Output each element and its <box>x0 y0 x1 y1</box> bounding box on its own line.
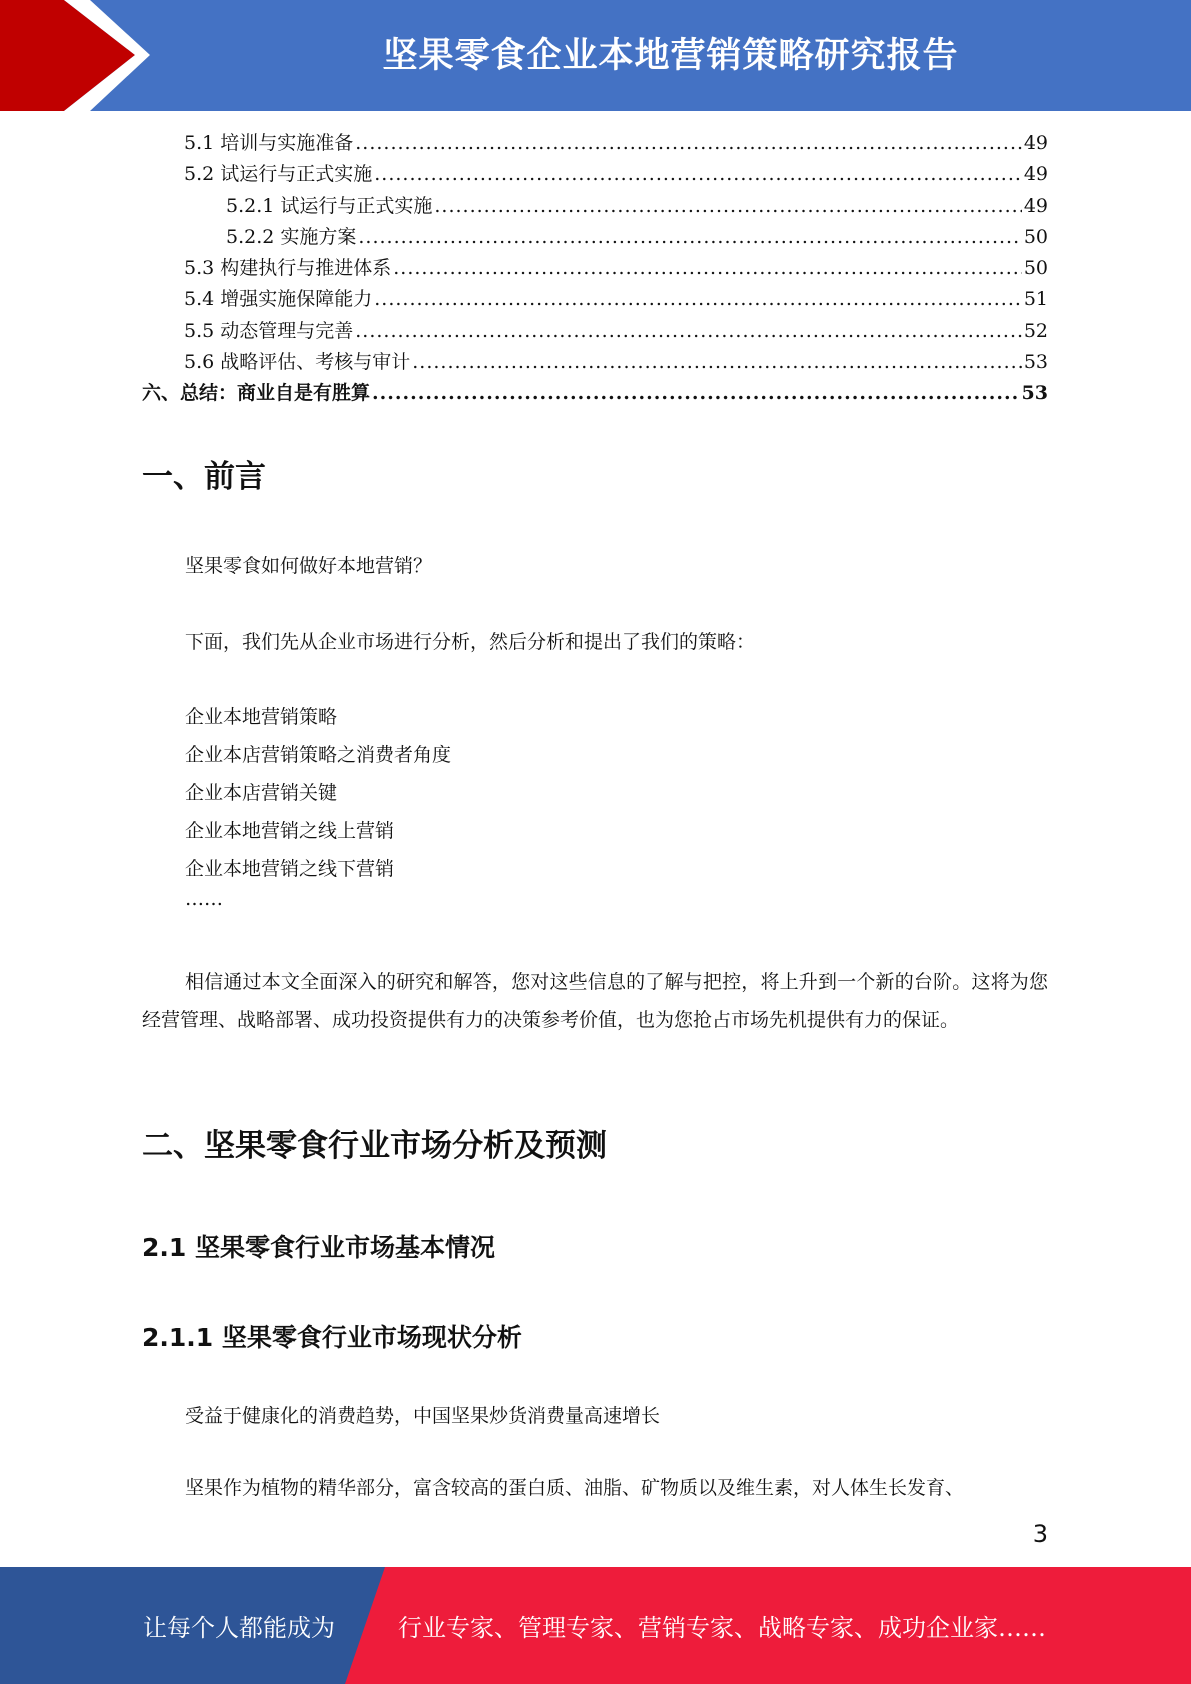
toc-entry-label: 5.2.2 实施方案 <box>226 225 357 248</box>
section-heading-market-analysis: 二、坚果零食行业市场分析及预测 <box>142 1128 607 1164</box>
toc-entry[interactable] <box>142 316 1048 347</box>
strategy-list <box>185 698 451 888</box>
page-footer <box>0 1567 1191 1684</box>
subsection-heading-basics: 2.1 坚果零食行业市场基本情况 <box>142 1233 495 1262</box>
page-header <box>0 0 1191 111</box>
footer-slogan-left: 让每个人都能成为 <box>143 1614 335 1642</box>
toc-leader-dots <box>412 351 1022 373</box>
toc-leader-dots <box>372 382 1020 404</box>
toc-entry-label: 5.3 构建执行与推进体系 <box>184 257 392 280</box>
preface-conclusion: 相信通过本文全面深入的研究和解答，您对这些信息的了解与把控，将上升到一个新的台阶。这将为您经营管理、战略部署、成功投资提供有力的决策参考价值，也为您抢占市场先机提供有力的保证。 <box>142 971 1048 1031</box>
toc-leader-dots <box>393 257 1022 279</box>
toc-entry-label: 5.4 增强实施保障能力 <box>184 288 373 311</box>
preface-intro: 下面，我们先从企业市场进行分析，然后分析和提出了我们的策略： <box>185 631 756 653</box>
toc-leader-dots <box>358 226 1021 248</box>
list-item: 企业本店营销策略之消费者角度 <box>185 744 452 766</box>
toc-entry[interactable] <box>142 128 1048 159</box>
page-number: 3 <box>1032 1520 1048 1548</box>
toc-entry[interactable] <box>142 222 1048 253</box>
toc-entry[interactable] <box>142 378 1048 409</box>
toc-entry[interactable] <box>142 253 1048 284</box>
toc-entry-page: 53 <box>1021 382 1048 405</box>
toc-entry[interactable] <box>142 284 1048 315</box>
toc-leader-dots <box>434 195 1021 217</box>
toc-entry-page: 49 <box>1023 132 1048 154</box>
header-arrow-graphic <box>0 0 160 111</box>
toc-entry-page: 53 <box>1023 351 1048 374</box>
toc-entry-page: 50 <box>1023 257 1048 280</box>
toc-entry-page: 52 <box>1023 319 1048 342</box>
footer-slogan-right: 行业专家、管理专家、营销专家、战略专家、成功企业家…… <box>398 1614 1046 1642</box>
toc-leader-dots <box>374 288 1022 310</box>
preface-question: 坚果零食如何做好本地营销？ <box>185 555 433 577</box>
toc-entry[interactable] <box>142 159 1048 190</box>
toc-entry-label: 5.2.1 试运行与正式实施 <box>226 194 433 217</box>
body-paragraph: 受益于健康化的消费趋势，中国坚果炒货消费量高速增长 <box>185 1405 661 1427</box>
list-item: 企业本地营销之线下营销 <box>185 858 395 880</box>
toc-leader-dots <box>355 132 1022 154</box>
toc-entry[interactable] <box>142 191 1048 222</box>
report-title: 坚果零食企业本地营销策略研究报告 <box>382 36 959 76</box>
list-item: 企业本地营销之线上营销 <box>185 820 395 842</box>
list-ellipsis: …… <box>185 888 223 910</box>
list-item: 企业本地营销策略 <box>185 706 338 728</box>
toc-entry-label: 5.1 培训与实施准备 <box>184 132 354 154</box>
toc-entry-label: 5.2 试运行与正式实施 <box>184 163 373 186</box>
toc-entry-page: 49 <box>1023 194 1048 217</box>
toc-entry-page: 49 <box>1023 163 1048 186</box>
toc-entry[interactable] <box>142 347 1048 378</box>
toc-leader-dots <box>374 163 1022 185</box>
section-heading-preface: 一、前言 <box>142 459 266 495</box>
toc-entry-page: 50 <box>1023 225 1048 248</box>
toc-entry-label: 5.6 战略评估、考核与审计 <box>184 351 411 374</box>
body-paragraph: 坚果作为植物的精华部分，富含较高的蛋白质、油脂、矿物质以及维生素，对人体生长发育、 <box>185 1477 965 1499</box>
table-of-contents <box>142 128 1048 410</box>
toc-entry-page: 51 <box>1023 288 1048 311</box>
toc-entry-label: 5.5 动态管理与完善 <box>184 319 354 342</box>
subsection-heading-status: 2.1.1 坚果零食行业市场现状分析 <box>142 1323 522 1352</box>
toc-leader-dots <box>355 320 1022 342</box>
list-item: 企业本店营销关键 <box>185 782 338 804</box>
toc-entry-label: 六、总结：商业自是有胜算 <box>142 382 371 405</box>
